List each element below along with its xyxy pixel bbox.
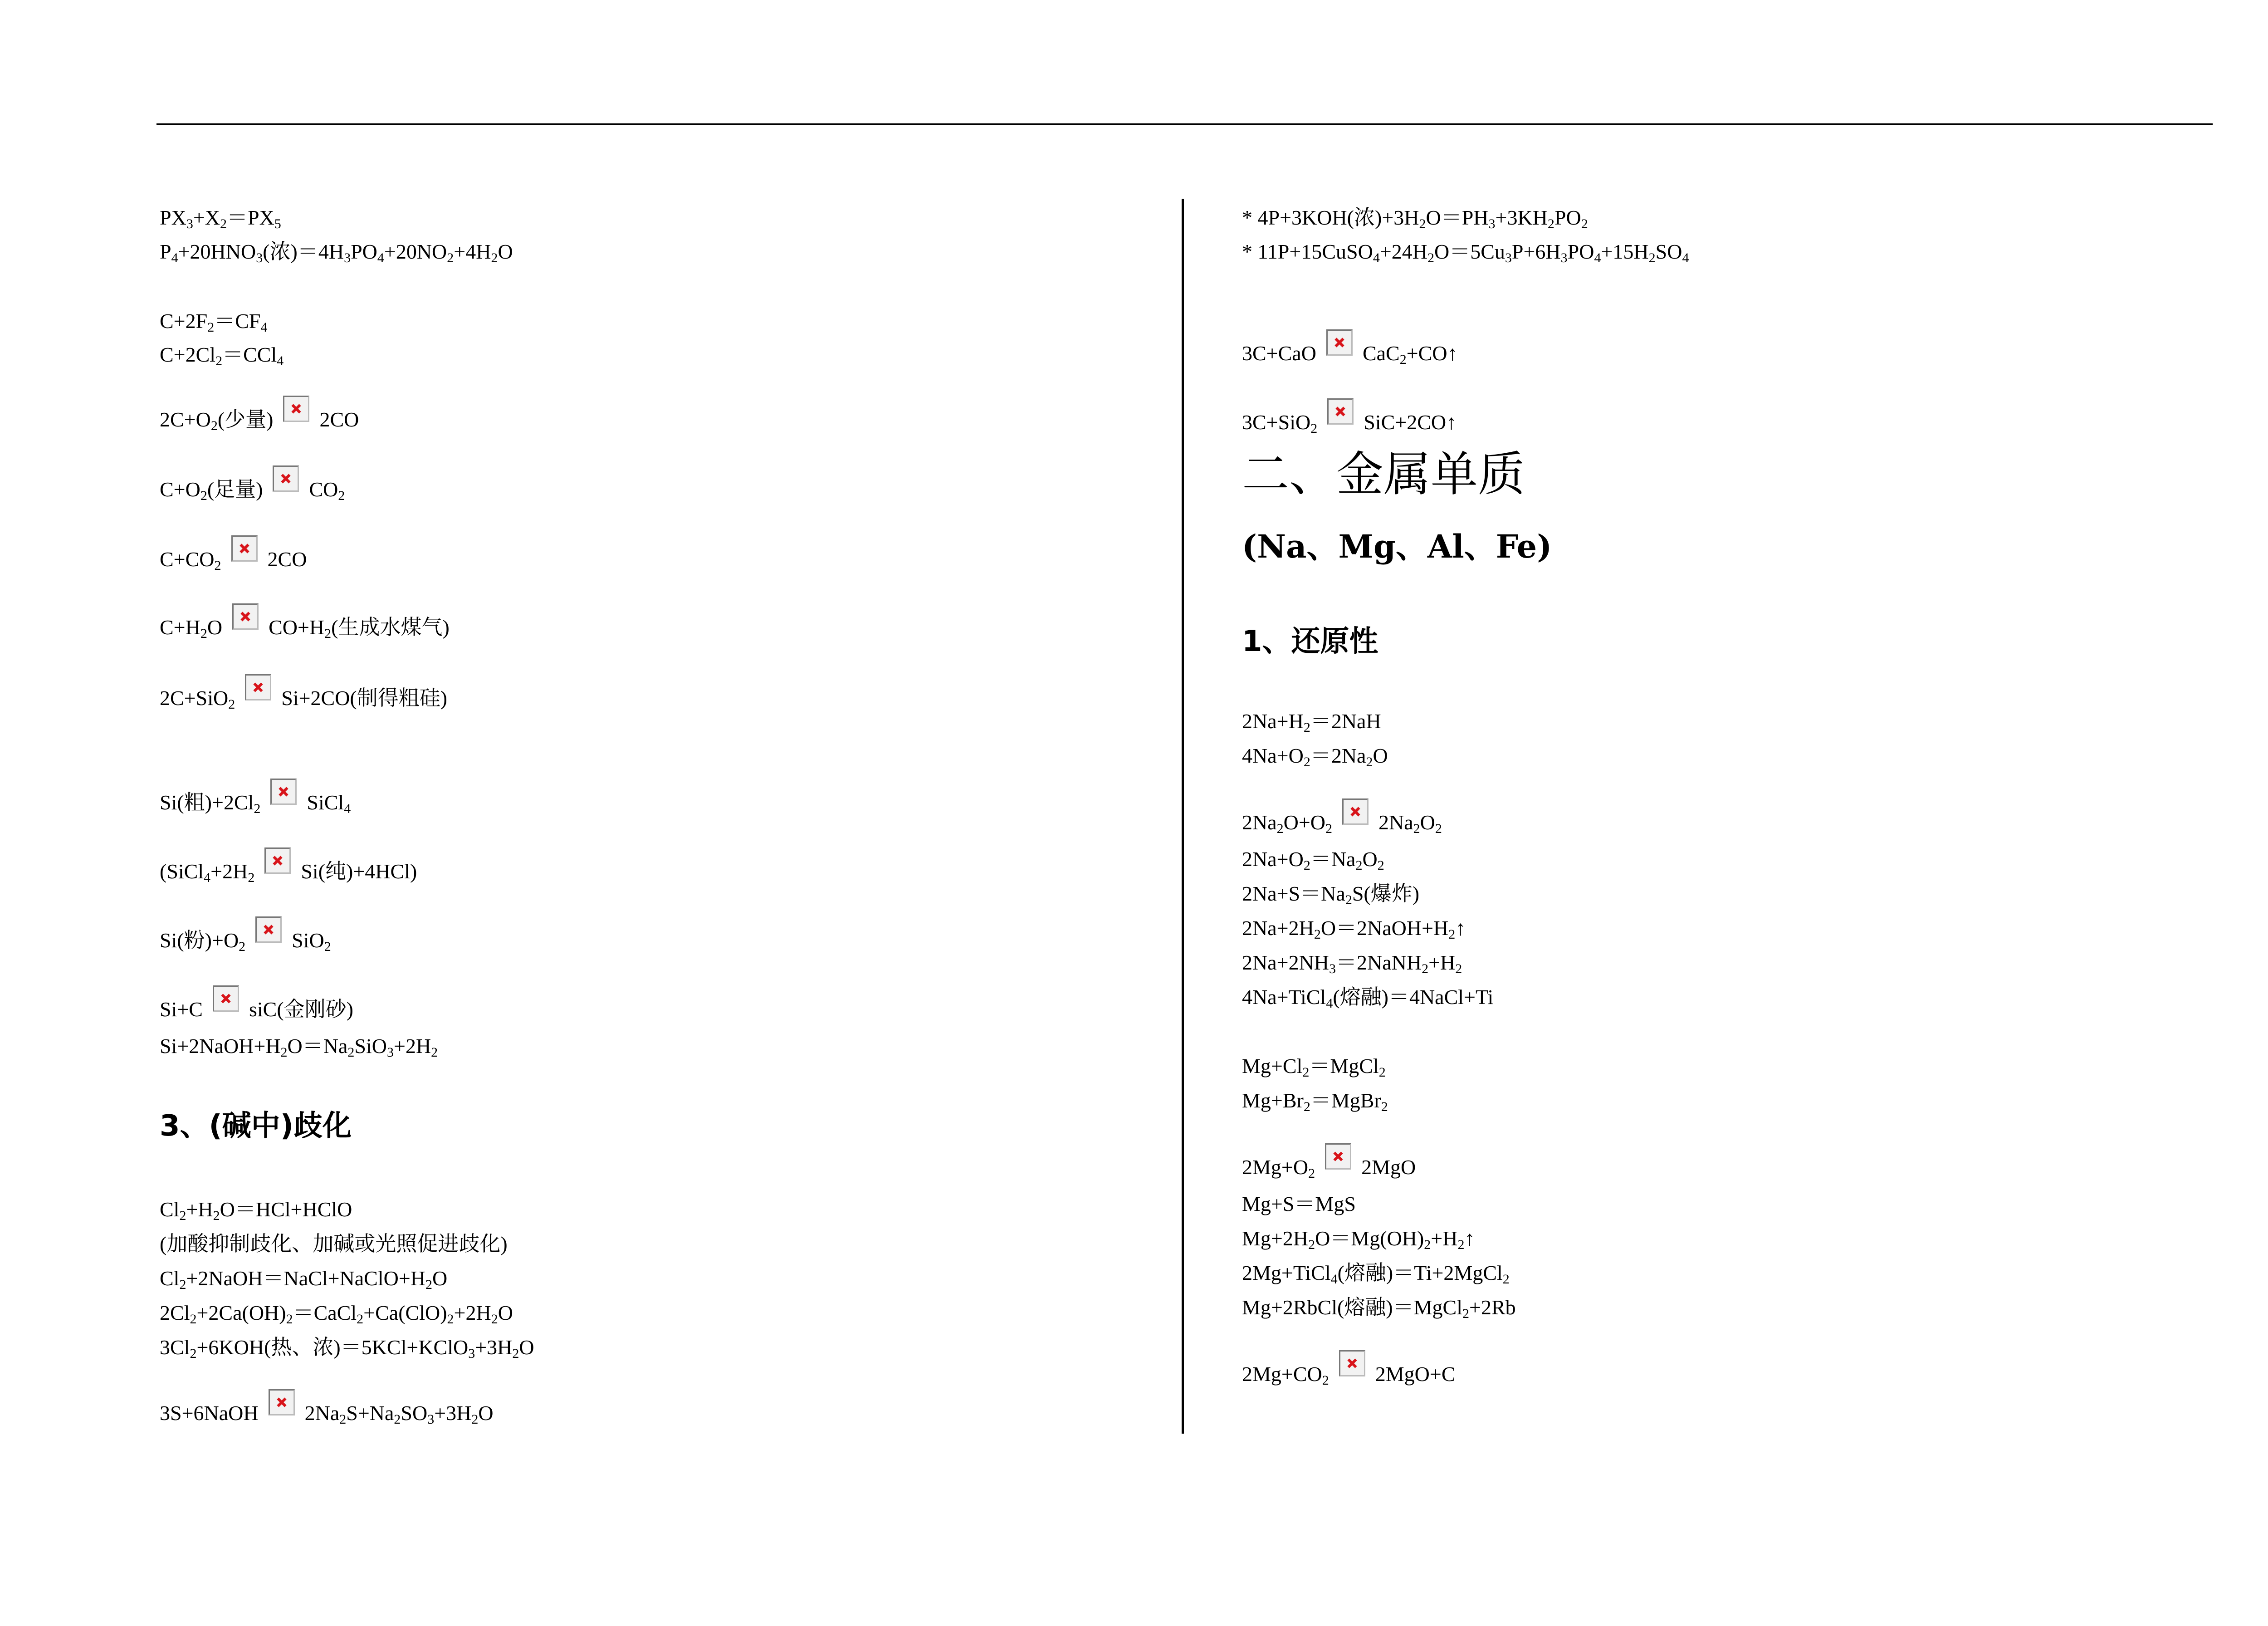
broken-image-icon	[213, 985, 239, 1012]
equation-line: $2Na+H_2=2NaH$	[1242, 710, 1381, 735]
equation-line: 2Mg+TiCl$_4$(熔融)＝Ti+2MgCl$_2$	[1242, 1261, 1510, 1287]
section-heading: 3、(碱中)歧化	[160, 1109, 352, 1143]
equation-line: 3C+SiO$_2$ SiC+2CO↑	[1242, 398, 1457, 436]
note-line: (加酸抑制歧化、加碱或光照促进歧化)	[160, 1232, 508, 1255]
equation-line: $C+O_2$(足量) $CO_2$	[160, 465, 345, 503]
equation-line: $4Na+O_2=2Na_2O$	[1242, 744, 1388, 769]
broken-image-icon	[283, 396, 309, 422]
equation-line: ($SiCl_4+2H_2$ Si(纯)+4HCl)	[160, 847, 417, 885]
equation-line: $2Na_2O+O_2$ $2Na_2O_2$	[1242, 798, 1442, 836]
equation-line: Si(粗)$+2Cl_2$ SiCl$_4$	[160, 779, 351, 816]
equation-line: $2Na+O_2=Na_2O_2$	[1242, 847, 1384, 873]
chapter-subtitle: (Na、Mg、Al、Fe)	[1242, 528, 1552, 565]
equation-line: $2Cl_2+2Ca(OH)_2=CaCl_2+Ca(ClO)_2+2H_2O$	[160, 1301, 513, 1327]
broken-image-icon	[269, 1389, 295, 1415]
equation-line: $Mg+Br_2=MgBr_2$	[1242, 1089, 1388, 1114]
broken-image-icon	[245, 674, 271, 700]
broken-image-icon	[1325, 1143, 1351, 1170]
equation-line: $3Cl_2+6KOH$(热、浓)$=5KCl+KClO_3+3H_2O$	[160, 1336, 534, 1361]
broken-image-icon	[264, 847, 291, 874]
equation-line: $2Na+2NH_3=2NaNH_2+H_2$	[1242, 951, 1462, 976]
equation-line: * $11P+15CuSO_4+24H_2O=5Cu_3P+6H_3PO_4+15H_2SO_4$	[1242, 240, 1689, 265]
equation-line: * 4P+3KOH(浓)$+3H_2O=PH_3+3KH_2PO_2$	[1242, 206, 1588, 231]
equation-line: Si(粉)$+O_2$ SiO$_2$	[160, 916, 331, 954]
equation-line: $C+2F_2=CF_4$	[160, 309, 268, 335]
equation-line: 3S+6NaOH $2Na_2S+Na_2SO_3+3H_2O$	[160, 1389, 494, 1427]
equation-line: $C+CO_2$ 2CO	[160, 535, 307, 573]
equation-line: $2Mg+CO_2$ 2MgO+C	[1242, 1350, 1456, 1388]
broken-image-icon	[1326, 329, 1353, 356]
broken-image-icon	[1327, 398, 1354, 425]
broken-image-icon	[273, 465, 299, 492]
equation-line: $2C+O_2$(少量) 2CO	[160, 396, 359, 433]
equation-line: $Cl_2+H_2O=HCl+HClO$	[160, 1198, 352, 1223]
section-heading: 1、还原性	[1242, 625, 1378, 658]
equation-line: Mg+2RbCl(熔融)＝MgCl$_2$+2Rb	[1242, 1296, 1516, 1321]
broken-image-icon	[232, 603, 259, 630]
equation-line: $Mg+2H_2O=Mg(OH)_2+H_2↑$	[1242, 1227, 1475, 1252]
equation-line: $Si+2NaOH+H_2O=Na_2SiO_3+2H_2$	[160, 1034, 438, 1060]
broken-image-icon	[1339, 1350, 1365, 1376]
equation-line: 4Na+TiCl$_4$(熔融)＝4NaCl+Ti	[1242, 985, 1494, 1011]
header-rule	[156, 123, 2213, 125]
equation-line: $C+2Cl_2=CCl_4$	[160, 343, 284, 368]
chapter-title: 二、金属单质	[1242, 446, 1525, 502]
equation-line: $Cl_2+2NaOH=NaCl+NaClO+H_2O$	[160, 1267, 448, 1292]
equation-line: Si+C siC(金刚砂)	[160, 985, 353, 1023]
equation-line: $PX_3+X_2=PX_5$	[160, 206, 281, 231]
equation-line: $2Mg+O_2$ 2MgO	[1242, 1143, 1416, 1181]
equation-line: $P_4+20HNO_3$(浓)$=4H_3PO_4+20NO_2+4H_2O$	[160, 240, 513, 265]
equation-line: Mg+S＝MgS	[1242, 1192, 1356, 1215]
equation-line: $2Na+S=Na_2S$(爆炸)	[1242, 882, 1420, 907]
equation-line: 3C+CaO CaC$_2$+CO↑	[1242, 329, 1458, 367]
equation-line: 2C+SiO$_2$ Si+2CO(制得粗硅)	[160, 674, 447, 712]
broken-image-icon	[1342, 798, 1369, 825]
equation-line: $Mg+Cl_2=MgCl_2$	[1242, 1054, 1386, 1080]
broken-image-icon	[231, 535, 258, 562]
equation-line: $2Na+2H_2O=2NaOH+H_2↑$	[1242, 916, 1466, 942]
broken-image-icon	[270, 779, 297, 805]
equation-line: $C+H_2O$ $CO+H_2$(生成水煤气)	[160, 603, 450, 641]
broken-image-icon	[255, 916, 282, 943]
column-divider	[1182, 199, 1184, 1434]
